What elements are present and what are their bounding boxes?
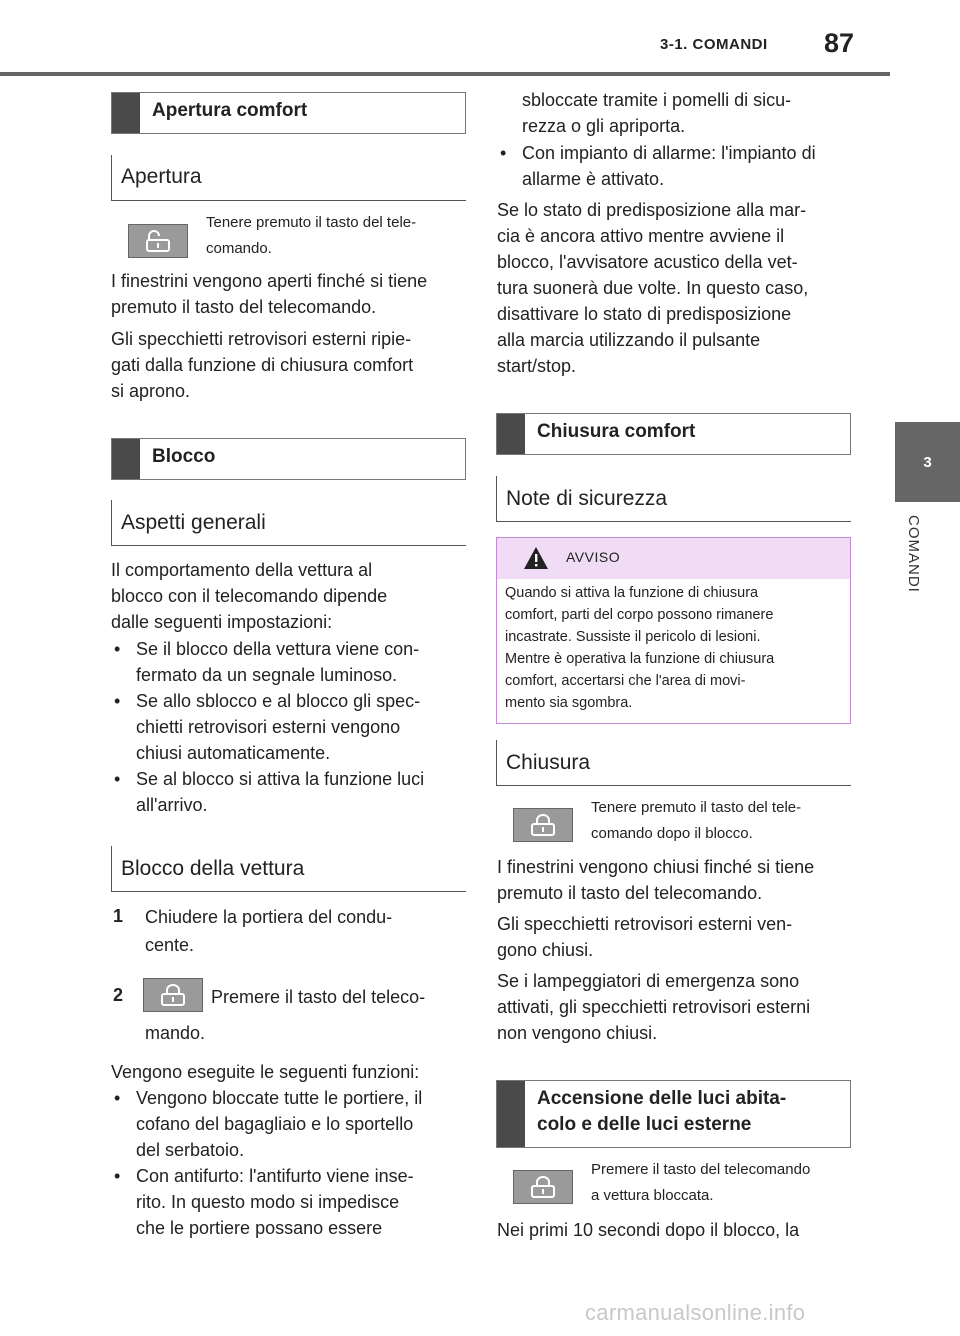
subhead-rule: [111, 891, 466, 892]
page-number: 87: [824, 28, 855, 58]
list-item: • Con impianto di allarme: l'impianto di allarme è attivato.: [500, 143, 816, 189]
lock-key-icon: [513, 1170, 573, 1204]
bullet-list: [111, 636, 424, 818]
header-rule: [0, 72, 890, 76]
paragraph: I finestrini vengono chiusi finché si tiene premuto il tasto del telecomando.: [497, 857, 815, 903]
section-blocco: [111, 438, 466, 480]
section-title: Chiusura comfort: [537, 421, 696, 442]
subhead-rule: [496, 521, 851, 522]
bullet-list: [497, 140, 816, 192]
step-text: mando.: [145, 1023, 206, 1043]
unlock-key-icon: [128, 224, 188, 258]
warning-box: [496, 537, 851, 724]
paragraph: Se i lampeggiatori di emergenza sono attivati, gli specchietti retrovisori esterni non vengono chiusi.: [497, 971, 811, 1043]
section-bar: [112, 93, 140, 133]
bullet-list: [111, 1085, 422, 1241]
subhead-bar: [496, 740, 497, 786]
warning-header: [497, 538, 850, 579]
step-number: 2: [113, 985, 124, 1005]
subhead-bar: [111, 155, 112, 201]
subhead-blocco-vettura: Blocco della vettura: [121, 857, 305, 880]
section-bar: [112, 439, 140, 479]
section-bar: [497, 414, 525, 454]
subhead-bar: [111, 500, 112, 546]
subhead-rule: [496, 785, 851, 786]
paragraph: Gli specchietti retrovisori esterni ven- gono chiusi.: [497, 914, 793, 960]
section-luci: [496, 1080, 851, 1148]
warning-text: Quando si attiva la funzione di chiusura comfort, parti del corpo possono rimanere incastrate. Sussiste il pericolo di lesioni. Mentre è operativa la funzione di chiusura comfort, accertarsi che l'area di movi- mento sia sgombra.: [505, 585, 775, 711]
step-number: 1: [113, 906, 124, 926]
subhead-bar: [496, 476, 497, 522]
watermark: carmanualsonline.info: [585, 1300, 806, 1325]
lock-key-icon: [513, 808, 573, 842]
chapter-tab: 3: [895, 422, 960, 502]
subhead-note-sicurezza: Note di sicurezza: [506, 487, 668, 510]
section-chiusura-comfort: [496, 413, 851, 455]
paragraph: I finestrini vengono aperti finché si tiene premuto il tasto del telecomando.: [111, 271, 428, 317]
step-text: Chiudere la portiera del condu- cente.: [145, 907, 393, 955]
subhead-chiusura: Chiusura: [506, 751, 591, 774]
subhead-aspetti: Aspetti generali: [121, 511, 266, 534]
warning-title: AVVISO: [566, 549, 621, 565]
key-caption: Premere il tasto del telecomando a vettura bloccata.: [591, 1161, 811, 1204]
paragraph: Vengono eseguite le seguenti funzioni:: [111, 1062, 420, 1082]
list-item: • Vengono bloccate tutte le portiere, il cofano del bagagliaio e lo sportello del serbatoio.: [114, 1088, 423, 1160]
section-title: Blocco: [152, 446, 216, 467]
list-item: • Se allo sblocco e al blocco gli spec- chietti retrovisori esterni vengono chiusi automaticamente.: [114, 691, 421, 763]
subhead-rule: [111, 200, 466, 201]
list-item: • Con antifurto: l'antifurto viene inse- rito. In questo modo si impedisce che le portiere possano essere: [114, 1166, 414, 1238]
section-bar: [497, 1081, 525, 1147]
key-caption: Tenere premuto il tasto del tele- comando.: [206, 214, 417, 257]
paragraph: Il comportamento della vettura al blocco con il telecomando dipende dalle seguenti impostazioni:: [111, 560, 388, 632]
lock-key-icon: [143, 978, 203, 1012]
list-item: • Se al blocco si attiva la funzione luci all'arrivo.: [114, 769, 425, 815]
subhead-bar: [111, 846, 112, 892]
list-item: • Se il blocco della vettura viene con- fermato da un segnale luminoso.: [114, 639, 420, 685]
paragraph: Gli specchietti retrovisori esterni ripie- gati dalla funzione di chiusura comfort si aprono.: [111, 329, 414, 401]
section-apertura-comfort: [111, 92, 466, 134]
warning-triangle-icon: [523, 546, 549, 570]
bullet-continuation: sbloccate tramite i pomelli di sicu- rezza o gli apriporta.: [522, 90, 792, 136]
section-title: 3-1. COMANDI: [660, 36, 768, 53]
paragraph: Nei primi 10 secondi dopo il blocco, la: [497, 1220, 800, 1240]
section-title: Apertura comfort: [152, 100, 308, 121]
subhead-apertura: Apertura: [121, 165, 202, 188]
chapter-label: COMANDI: [905, 515, 922, 593]
section-title: Accensione delle luci abita- colo e delle luci esterne: [537, 1088, 787, 1135]
paragraph: Se lo stato di predisposizione alla mar- cia è ancora attivo mentre avviene il blocco, l'avvisatore acustico della vet- tura suonerà due volte. In questo caso, disattivare lo stato di predisposizione alla marcia utilizzando il pulsante start/stop.: [497, 200, 809, 376]
step-text: Premere il tasto del teleco-: [211, 987, 426, 1007]
key-caption: Tenere premuto il tasto del tele- comando dopo il blocco.: [591, 799, 802, 842]
subhead-rule: [111, 545, 466, 546]
